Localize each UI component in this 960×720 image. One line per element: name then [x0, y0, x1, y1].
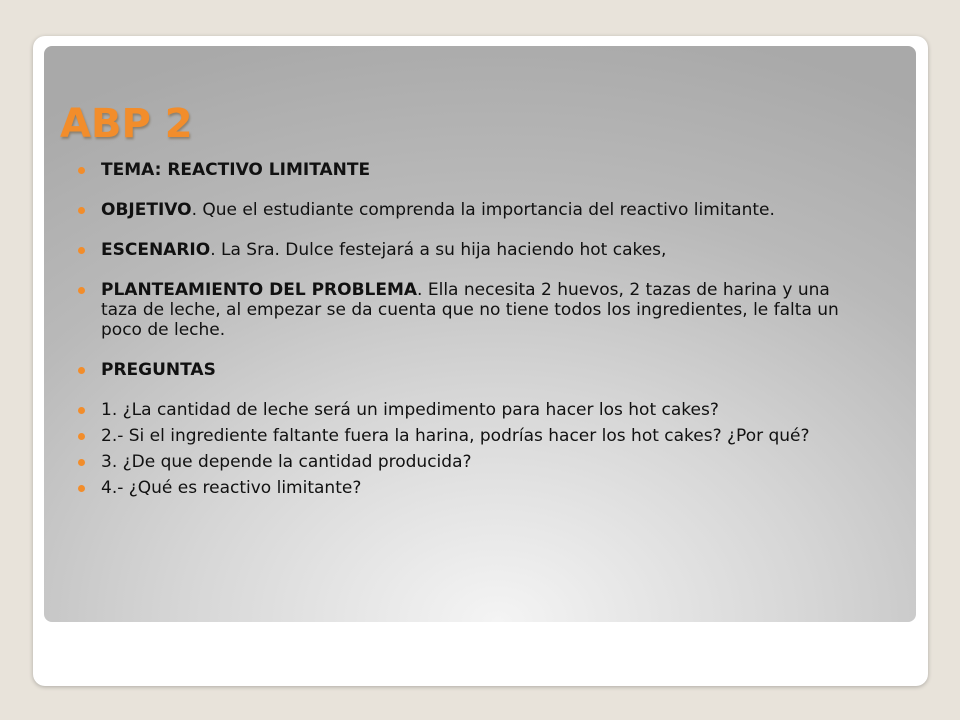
objetivo-label: OBJETIVO [101, 200, 192, 220]
question-2 [78, 426, 868, 446]
question-text: 2.- Si el ingrediente faltante fuera la harina, podrías hacer los hot cakes? ¿Por qué? [101, 426, 810, 446]
bullet-dot-icon [78, 287, 85, 294]
escenario-label: ESCENARIO [101, 240, 211, 260]
bullet-dot-icon [78, 485, 85, 492]
bullet-objetivo [78, 200, 868, 220]
bullet-dot-icon [78, 207, 85, 214]
bullet-escenario [78, 240, 868, 260]
question-text: 1. ¿La cantidad de leche será un impedimento para hacer los hot cakes? [101, 400, 719, 420]
objetivo-text: . Que el estudiante comprenda la importancia del reactivo limitante. [191, 200, 775, 220]
question-4 [78, 478, 868, 498]
bullet-dot-icon [78, 167, 85, 174]
bullet-list [78, 160, 868, 498]
preguntas-label: PREGUNTAS [101, 360, 216, 380]
question-text: 4.- ¿Qué es reactivo limitante? [101, 478, 362, 498]
bullet-dot-icon [78, 247, 85, 254]
escenario-text: . La Sra. Dulce festejará a su hija haciendo hot cakes, [210, 240, 667, 260]
bullet-planteamiento [78, 280, 868, 340]
slide-title: ABP 2 [60, 101, 193, 147]
bullet-dot-icon [78, 367, 85, 374]
bullet-dot-icon [78, 407, 85, 414]
tema-label: TEMA: REACTIVO LIMITANTE [101, 160, 371, 180]
question-1 [78, 400, 868, 420]
planteamiento-label: PLANTEAMIENTO DEL PROBLEMA [101, 280, 418, 300]
question-text: 3. ¿De que depende la cantidad producida? [101, 452, 472, 472]
bullet-preguntas [78, 360, 868, 380]
planteamiento-text: . Ella necesita 2 huevos, 2 tazas de harina y una taza de leche, al empezar se da cuenta que no tiene todos los ingredientes, le falta un poco de leche. [101, 280, 839, 340]
bullet-tema [78, 160, 868, 180]
question-3 [78, 452, 868, 472]
bullet-dot-icon [78, 459, 85, 466]
bullet-dot-icon [78, 433, 85, 440]
